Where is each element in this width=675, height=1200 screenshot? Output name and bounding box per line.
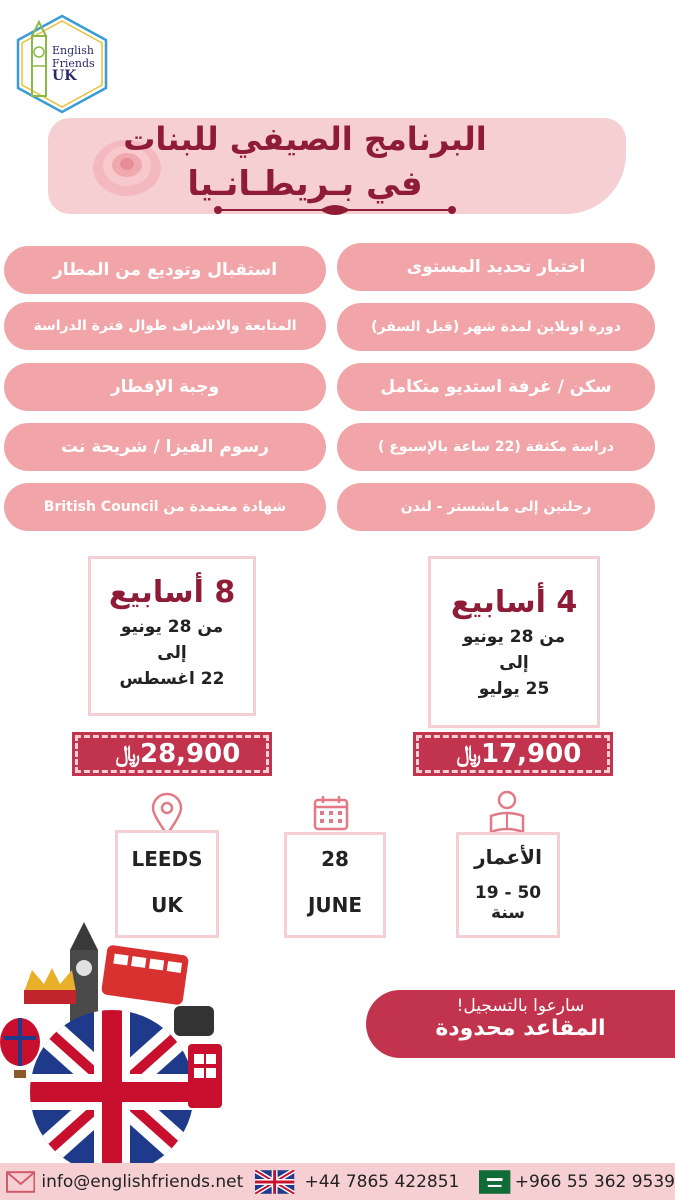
contact-uk-phone[interactable]: +44 7865 422851 xyxy=(304,1171,460,1192)
program-8-weeks xyxy=(88,556,256,716)
feature-supervision: المتابعة والاشراف طوال فترة الدراسة xyxy=(4,302,326,350)
age-label: الأعمار xyxy=(474,845,542,869)
feature-level-test: اختبار تحديد المستوى xyxy=(337,243,655,291)
feature-visa-sim: رسوم الفيزا / شريحة نت xyxy=(4,423,326,471)
location-city: LEEDS xyxy=(131,847,203,871)
program-4-title: 4 أسابيع xyxy=(450,585,578,620)
age-unit: سنة xyxy=(491,903,525,923)
program-4-weeks xyxy=(428,556,600,728)
date-month: JUNE xyxy=(307,893,363,917)
feature-certificate: شهادة معتمدة من British Council xyxy=(4,483,326,531)
logo-text xyxy=(52,44,112,83)
register-cta[interactable] xyxy=(366,990,675,1058)
date-card xyxy=(284,832,386,938)
contact-footer xyxy=(0,1163,675,1200)
title-line1: البرنامج الصيفي للبنات xyxy=(123,120,487,158)
reader-icon xyxy=(488,790,526,836)
logo-line2: Friends xyxy=(52,57,95,70)
feature-studio-room: سكن / غرفة استديو متكامل xyxy=(337,363,655,411)
cta-line1: سارعوا بالتسجيل! xyxy=(456,996,585,1016)
feature-breakfast: وجبة الإفطار xyxy=(4,363,326,411)
location-country: UK xyxy=(151,893,183,917)
logo-line1: English xyxy=(52,44,94,57)
age-range: 50 - 19 xyxy=(474,883,542,903)
program-8-title: 8 أسابيع xyxy=(108,575,236,610)
feature-trips: رحلتين إلى مانشستر - لندن xyxy=(337,483,655,531)
uk-flag-icon xyxy=(255,1170,294,1194)
logo-line3: UK xyxy=(52,68,77,84)
saudi-flag-icon xyxy=(479,1170,510,1194)
age-card xyxy=(456,832,560,938)
program-4-to: إلى xyxy=(499,653,529,673)
cta-line2: المقاعد محدودة xyxy=(435,1016,606,1041)
price-8-weeks xyxy=(75,735,269,773)
program-4-end: 25 يوليو xyxy=(478,679,550,699)
feature-airport-transfer: استقبال وتوديع من المطار xyxy=(4,246,326,294)
london-illustration xyxy=(0,920,240,1163)
program-8-to: إلى xyxy=(157,643,187,663)
riyal-icon: ﷼ xyxy=(115,741,140,767)
riyal-icon: ﷼ xyxy=(456,741,481,767)
calendar-icon xyxy=(312,794,350,832)
feature-intensive-study: دراسة مكثفة (22 ساعة بالإسبوع ) xyxy=(337,423,655,471)
contact-sa-phone[interactable]: +966 55 362 9539 xyxy=(514,1171,675,1192)
program-8-end: 22 اغسطس xyxy=(119,669,225,689)
email-icon xyxy=(6,1171,35,1193)
program-8-from: من 28 يونيو xyxy=(120,617,224,637)
title-line2: في بـريطـانـيا xyxy=(187,164,423,204)
price-4-value: 17,900 xyxy=(481,739,582,769)
ornament-divider-icon xyxy=(210,200,460,220)
contact-email[interactable]: info@englishfriends.net xyxy=(41,1171,244,1192)
program-4-from: من 28 يونيو xyxy=(462,627,566,647)
feature-online-course: دورة اونلاين لمدة شهر (قبل السفر) xyxy=(337,303,655,351)
date-day: 28 xyxy=(321,847,349,871)
price-8-value: 28,900 xyxy=(140,739,241,769)
price-4-weeks xyxy=(416,735,610,773)
